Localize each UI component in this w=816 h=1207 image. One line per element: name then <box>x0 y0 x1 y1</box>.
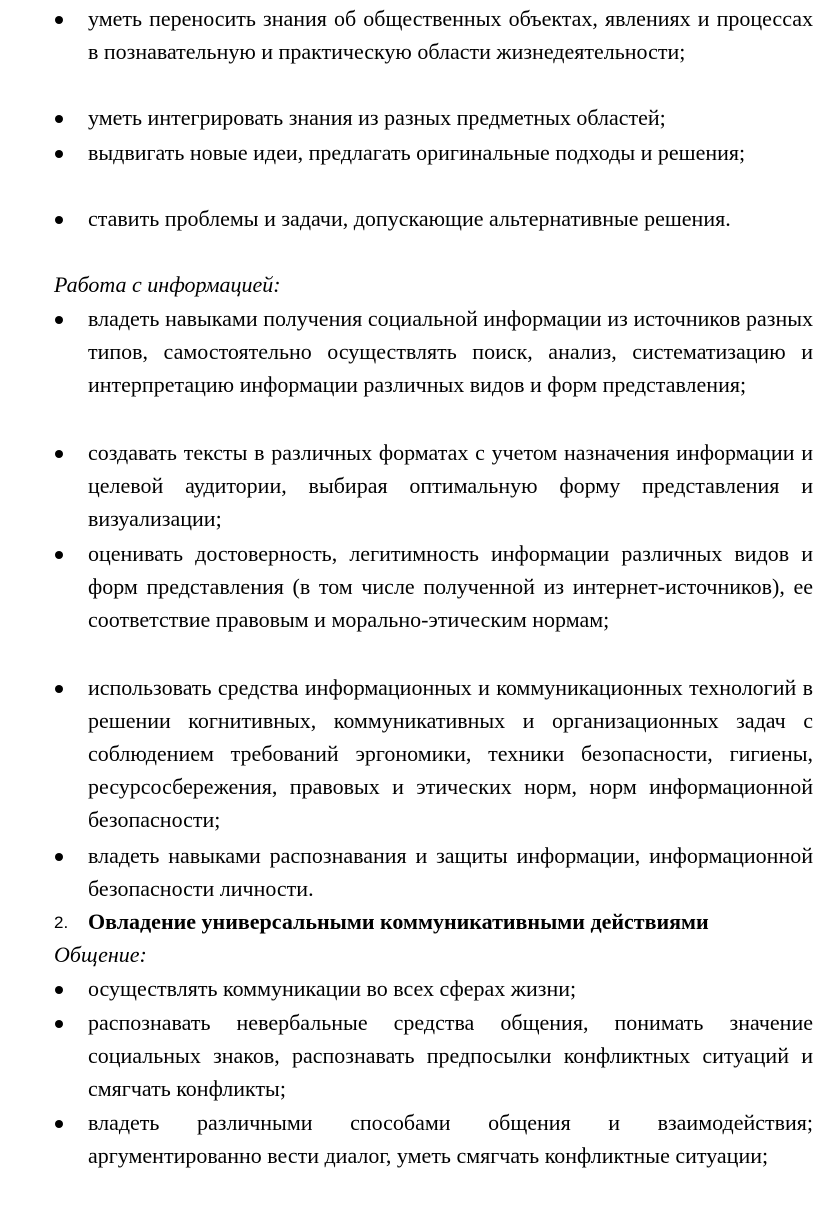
bullet-icon <box>54 985 66 997</box>
list-item-text: оценивать достоверность, легитимность информации различных видов и форм представления (в том числе полученной из интернет-источников), ее соответствие правовым и морально-этическим нормам; <box>88 541 813 632</box>
list-item-text: уметь переносить знания об общественных объектах, явлениях и процессах в познавательную и практическую области жизнедеятельности; <box>88 6 813 64</box>
list-item-text: владеть различными способами общения и взаимодействия; аргументированно вести диалог, уметь смягчать конфликтные ситуации; <box>88 1110 813 1168</box>
bullet-icon <box>54 114 66 126</box>
bullet-icon <box>54 315 66 327</box>
list-item-text: использовать средства информационных и коммуникационных технологий в решении когнитивных, коммуникативных и организационных задач с соблюдением требований эргономики, техники безопасности, гигиены, ресурсосбережения, правовых и этических норм, норм информационной безопасности; <box>88 675 813 832</box>
list-item-text: выдвигать новые идеи, предлагать оригинальные подходы и решения; <box>88 140 746 165</box>
bullet-icon <box>54 449 66 461</box>
list-item-text: владеть навыками получения социальной информации из источников разных типов, самостоятельно осуществлять поиск, анализ, систематизацию и интерпретацию информации различных видов и форм представления; <box>88 306 813 397</box>
section-number: 2. <box>54 913 69 932</box>
bullet-icon <box>54 1119 66 1131</box>
bullet-icon <box>54 684 66 696</box>
section-title: Овладение универсальными коммуникативными действиями <box>88 909 709 934</box>
bullet-icon <box>54 1019 66 1031</box>
bullet-icon <box>54 15 66 27</box>
bullet-icon <box>54 215 66 227</box>
bullet-icon <box>54 149 66 161</box>
bullet-icon <box>54 852 66 864</box>
list-item-text: владеть навыками распознавания и защиты информации, информационной безопасности личности. <box>88 843 813 901</box>
list-item-text: создавать тексты в различных форматах с учетом назначения информации и целевой аудитории, выбирая оптимальную форму представления и визуализации; <box>88 440 813 531</box>
bullet-icon <box>54 550 66 562</box>
list-item-text: ставить проблемы и задачи, допускающие альтернативные решения. <box>88 206 731 231</box>
list-item-text: осуществлять коммуникации во всех сферах жизни; <box>88 976 577 1001</box>
list-item-text: уметь интегрировать знания из разных предметных областей; <box>88 105 666 130</box>
subsection-heading: Работа с информацией: <box>54 272 281 297</box>
subsection-heading: Общение: <box>54 942 147 967</box>
list-item-text: распознавать невербальные средства общения, понимать значение социальных знаков, распознавать предпосылки конфликтных ситуаций и смягчать конфликты; <box>88 1010 813 1101</box>
